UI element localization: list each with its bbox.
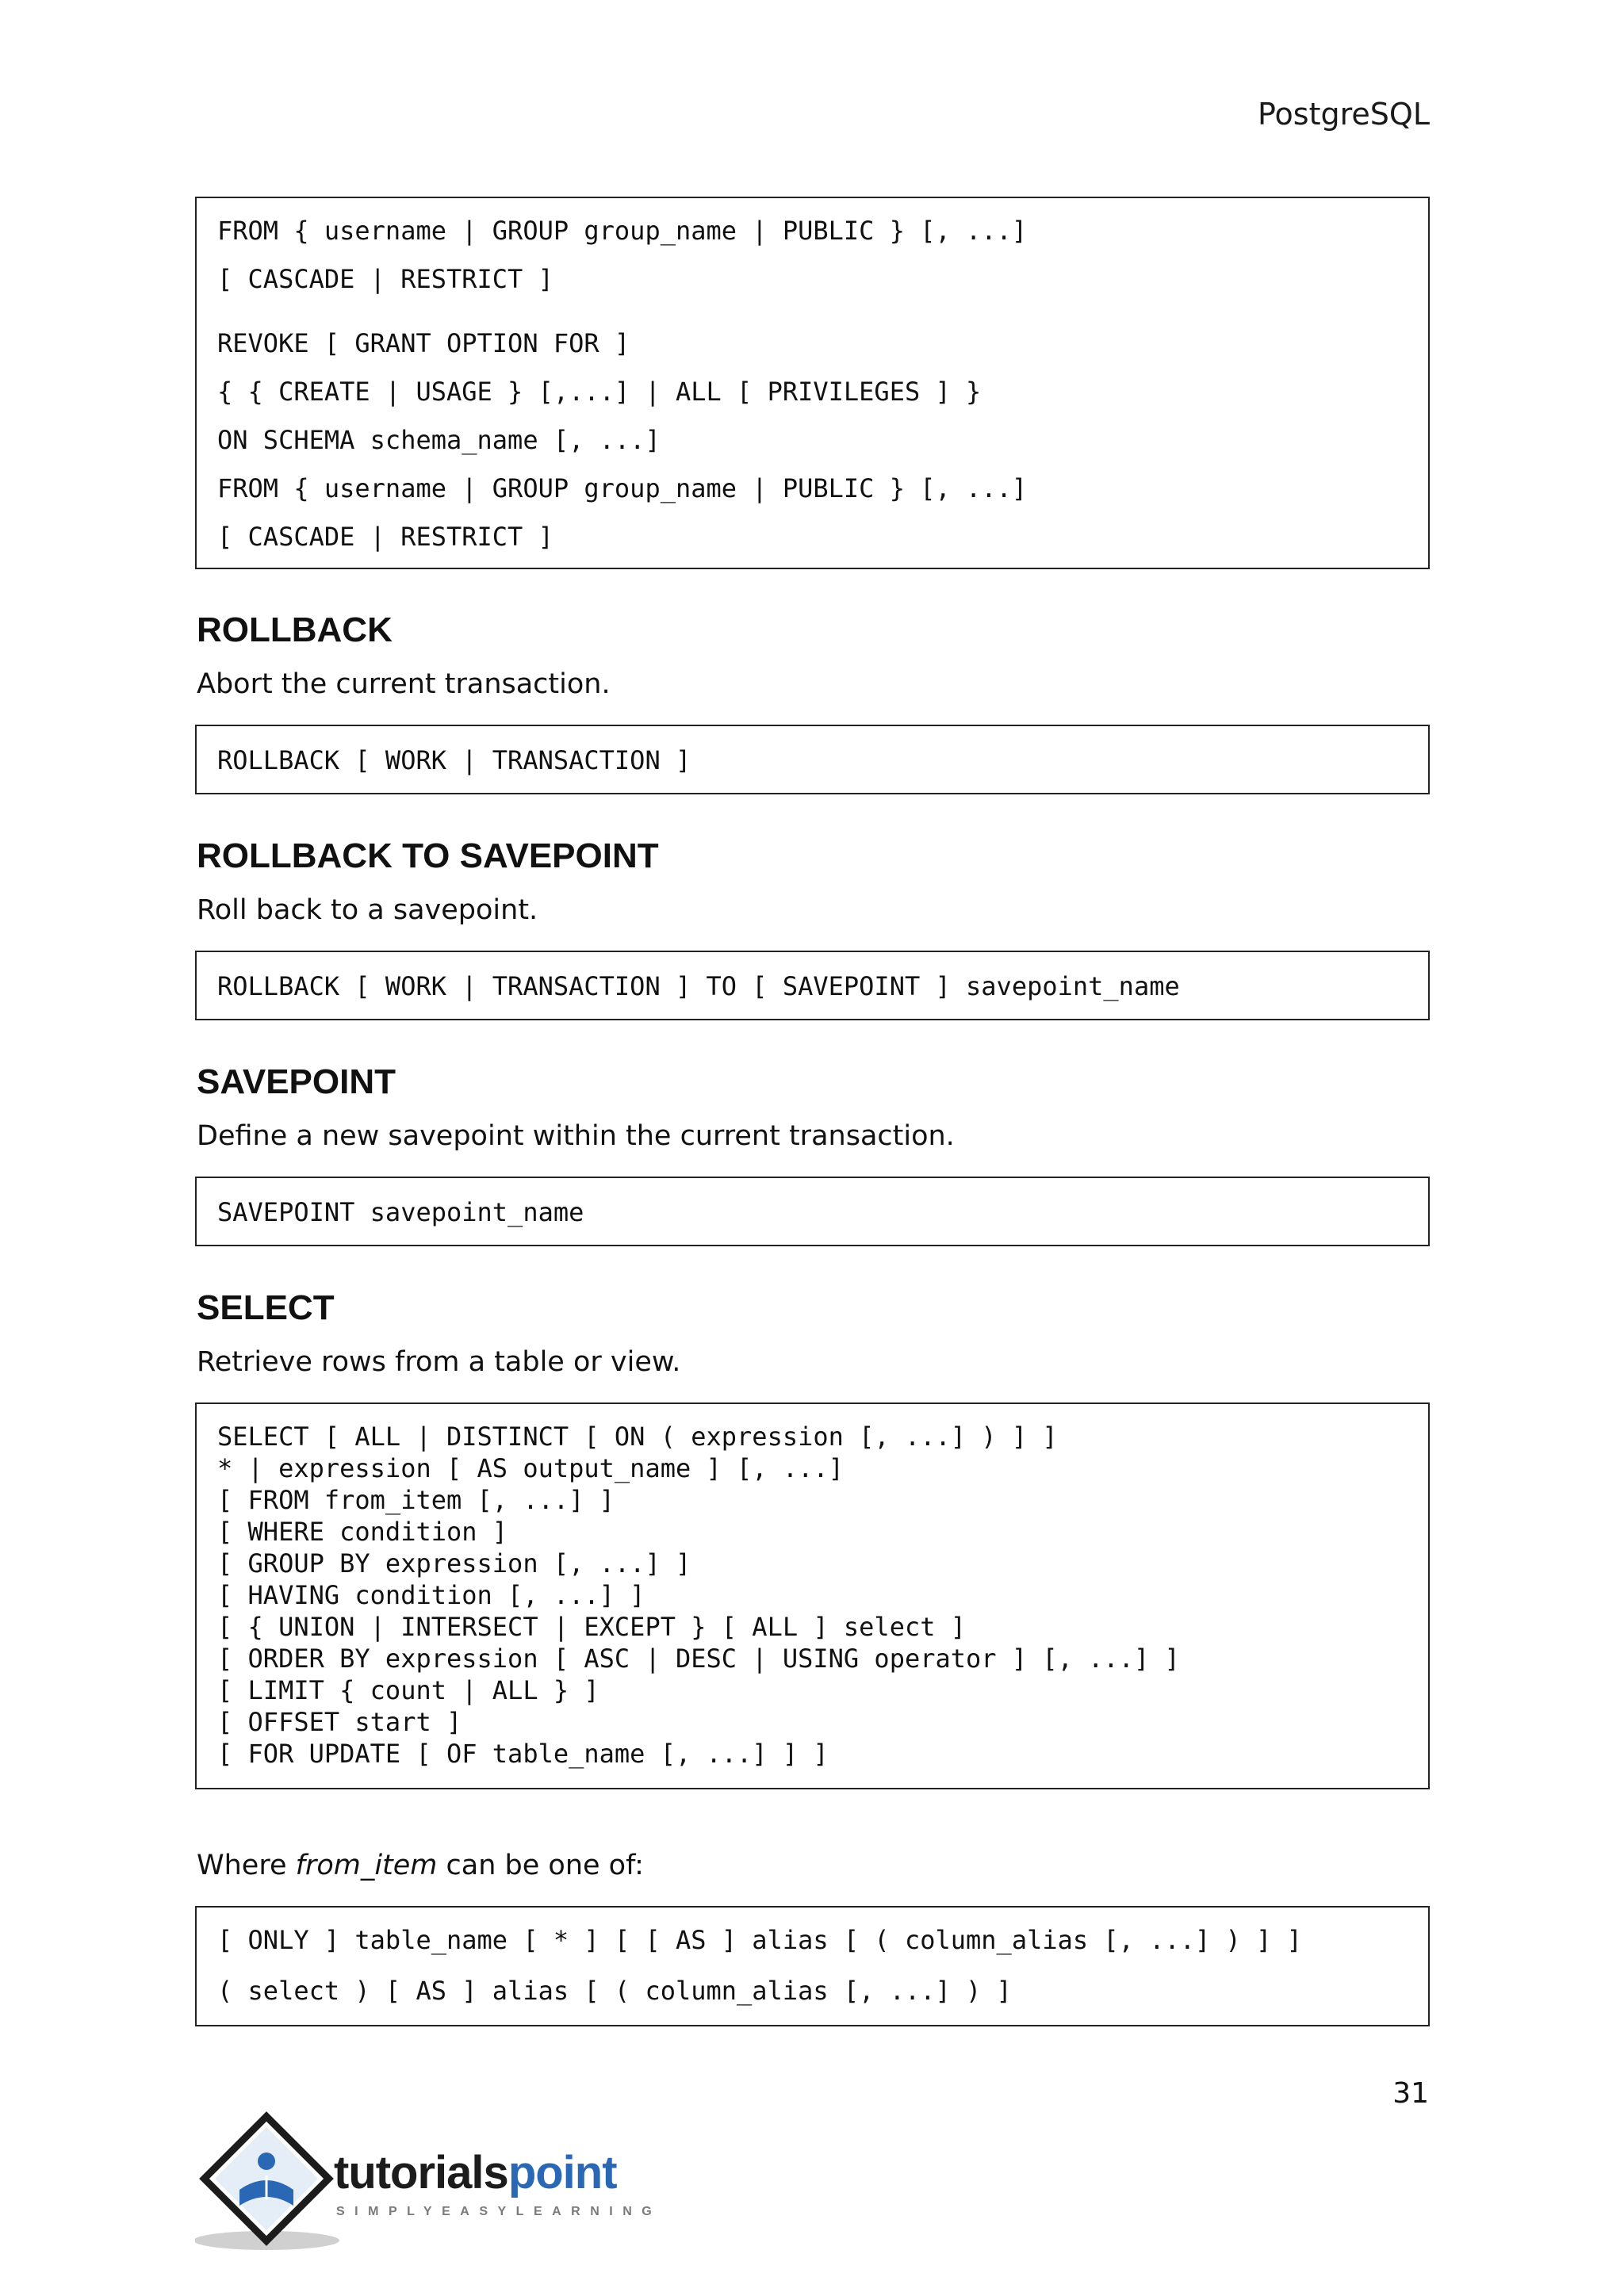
from-item-prefix: Where: [197, 1850, 296, 1881]
code-line: [ OFFSET start ]: [217, 1707, 462, 1737]
description-rollback: Abort the current transaction.: [197, 668, 611, 700]
code-line: SELECT [ ALL | DISTINCT [ ON ( expression [, ...] ) ] ]: [217, 1422, 1058, 1452]
code-block-rollback: [195, 725, 1430, 794]
from-item-suffix: can be one of:: [437, 1850, 644, 1881]
logo-figure-head: [258, 2152, 275, 2170]
code-line: [ FROM from_item [, ...] ]: [217, 1485, 615, 1515]
heading-rollback-to-savepoint: ROLLBACK TO SAVEPOINT: [197, 836, 659, 875]
code-line: [ CASCADE | RESTRICT ]: [217, 264, 553, 294]
code-block-revoke: [195, 197, 1430, 569]
heading-savepoint: SAVEPOINT: [197, 1062, 396, 1101]
code-block-rollback-to-savepoint: [195, 951, 1430, 1020]
heading-select: SELECT: [197, 1288, 335, 1327]
code-line: [ WHERE condition ]: [217, 1517, 508, 1547]
code-line: SAVEPOINT savepoint_name: [217, 1197, 584, 1227]
code-line: [ HAVING condition [, ...] ]: [217, 1580, 645, 1610]
page-header-title: PostgreSQL: [1258, 97, 1430, 132]
code-line: REVOKE [ GRANT OPTION FOR ]: [217, 328, 630, 358]
from-item-term: from_item: [295, 1850, 438, 1881]
tutorialspoint-logo: [195, 2107, 671, 2250]
description-from-item: [197, 1850, 644, 1881]
code-line: ( select ) [ AS ] alias [ ( column_alias [, ...] ) ]: [217, 1976, 1012, 2006]
code-line: [ { UNION | INTERSECT | EXCEPT } [ ALL ] select ]: [217, 1612, 967, 1642]
heading-rollback: ROLLBACK: [197, 610, 393, 649]
description-rollback-to-savepoint: Roll back to a savepoint.: [197, 894, 538, 926]
description-select: Retrieve rows from a table or view.: [197, 1346, 681, 1378]
code-block-select: [195, 1402, 1430, 1789]
code-line: [ CASCADE | RESTRICT ]: [217, 522, 553, 552]
code-line: FROM { username | GROUP group_name | PUBLIC } [, ...]: [217, 473, 1028, 503]
code-line: { { CREATE | USAGE } [,...] | ALL [ PRIVILEGES ] }: [217, 377, 982, 407]
code-line: [ GROUP BY expression [, ...] ]: [217, 1548, 691, 1578]
code-line: [ ORDER BY expression [ ASC | DESC | USING operator ] [, ...] ]: [217, 1644, 1180, 1674]
logo-wordmark: tutorialspoint: [334, 2147, 617, 2198]
code-line: [ FOR UPDATE [ OF table_name [, ...] ] ]: [217, 1739, 829, 1769]
code-line: [ ONLY ] table_name [ * ] [ [ AS ] alias [ ( column_alias [, ...] ) ] ]: [217, 1925, 1302, 1955]
code-line: [ LIMIT { count | ALL } ]: [217, 1675, 599, 1705]
code-line: FROM { username | GROUP group_name | PUBLIC } [, ...]: [217, 216, 1028, 246]
page-number: 31: [1392, 2077, 1429, 2110]
code-line: * | expression [ AS output_name ] [, ...]: [217, 1453, 844, 1483]
description-savepoint: Define a new savepoint within the current transaction.: [197, 1120, 955, 1152]
logo-tagline: SIMPLYEASYLEARNING: [336, 2205, 662, 2218]
code-block-savepoint: [195, 1177, 1430, 1246]
code-line: ON SCHEMA schema_name [, ...]: [217, 425, 661, 455]
code-line: ROLLBACK [ WORK | TRANSACTION ] TO [ SAVEPOINT ] savepoint_name: [217, 971, 1180, 1001]
code-line: ROLLBACK [ WORK | TRANSACTION ]: [217, 745, 691, 775]
code-block-from-item: [195, 1906, 1430, 2026]
